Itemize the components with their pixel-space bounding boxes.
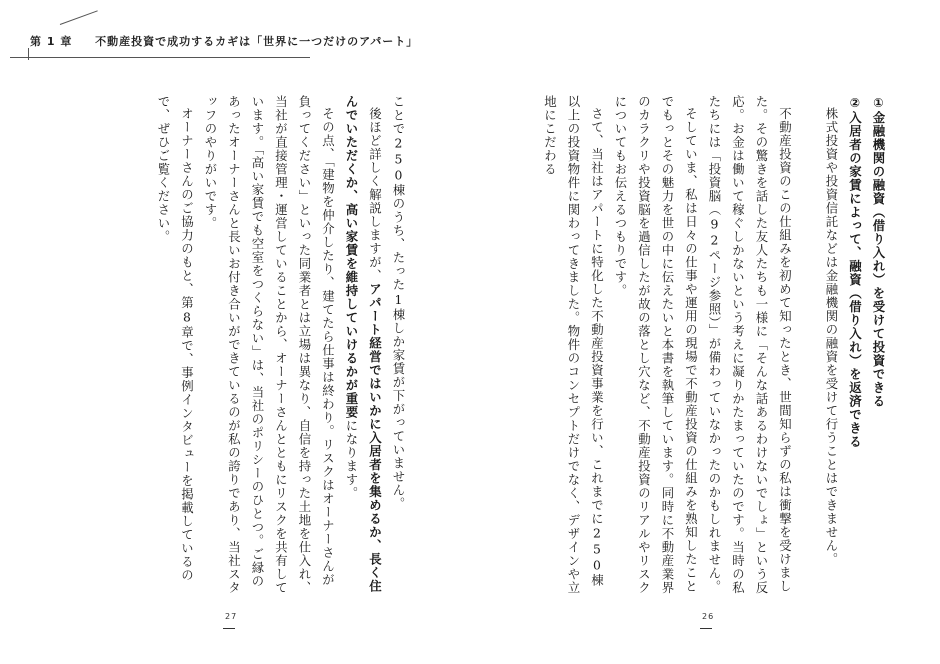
right-page-body: [542, 95, 890, 600]
paragraph: 株式投資や投資信託などは金融機関の融資を受けて行うことはできません。: [824, 107, 839, 567]
paragraph: 不動産投資のこの仕組みを初めて知ったとき、世間知らずの私は衝撃を受けました。その驚きを話した友人たちも一様に「そんな話あるわけないでしょ」という反応。お金は働いて稼ぐしかないという考えに凝りかたまっていたのです。当時の私たちには「投資脳（92ページ参照）」が備わっていなかったのかもしれません。: [707, 95, 793, 595]
chapter-label: 第 1 章: [30, 35, 73, 48]
paragraph: 後ほど詳しく解説しますが、アパート経営ではいかに入居者を集めるか、長く住んでいただくか、高い家賃を維持していけるかが重要になります。: [344, 95, 383, 594]
paragraph: そしていま、私は日々の仕事や運用の現場で不動産投資の仕組みを熟知したことでもっとその魅力を世の中に伝えたいと本書を執筆しています。同時に不動産業界のカラクリや投資脳を過信したが故の落とし穴など、不動産投資のリアルやリスクについてもお伝えるつもりです。: [613, 95, 699, 595]
chapter-title: 不動産投資で成功するカギは「世界に一つだけのアパート」: [95, 35, 419, 48]
header-ornament: [60, 10, 98, 25]
page-number-left: 27: [225, 612, 238, 621]
page-number-rule: [700, 628, 712, 629]
page-number-rule: [223, 628, 235, 629]
left-page-body: [156, 95, 410, 600]
paragraph: ことで250棟のうち、たった1棟しか家賃が下がっていません。: [391, 95, 406, 511]
running-header: [30, 33, 418, 49]
paragraph: さて、当社はアパートに特化した不動産投資事業を行い、これまでに250棟以上の投資物件に関わってきました。物件のコンセプトだけでなく、デザインや立地にこだわる: [542, 95, 605, 595]
header-rule: [10, 57, 310, 58]
header-tick: [28, 48, 29, 60]
point-2: ②入居者の家賃によって、融資（借り入れ）を返済できる: [847, 95, 863, 449]
paragraph: その点、「建物を仲介したり、建てたら仕事は終わり。リスクはオーナーさんが負ってください」といった同業者とは立場は異なり、自信を持った土地を仕入れ、当社が直接管理・運営していることから、オーナーさんとともにリスクを共有しています。「高い家賃でも空室をつくらない」は、当社のポリシーのひとつ。ご縁のあったオーナーさんと長いお付き合いができているのが私の誇りであり、当社スタッフのやりがいです。: [203, 95, 336, 595]
point-1: ①金融機関の融資（借り入れ）を受けて投資できる: [871, 95, 886, 409]
page-number-right: 26: [702, 612, 715, 621]
paragraph: オーナーさんのご協力のもと、第8章で、事例インタビューを掲載しているので、ぜひご覧ください。: [156, 95, 195, 583]
